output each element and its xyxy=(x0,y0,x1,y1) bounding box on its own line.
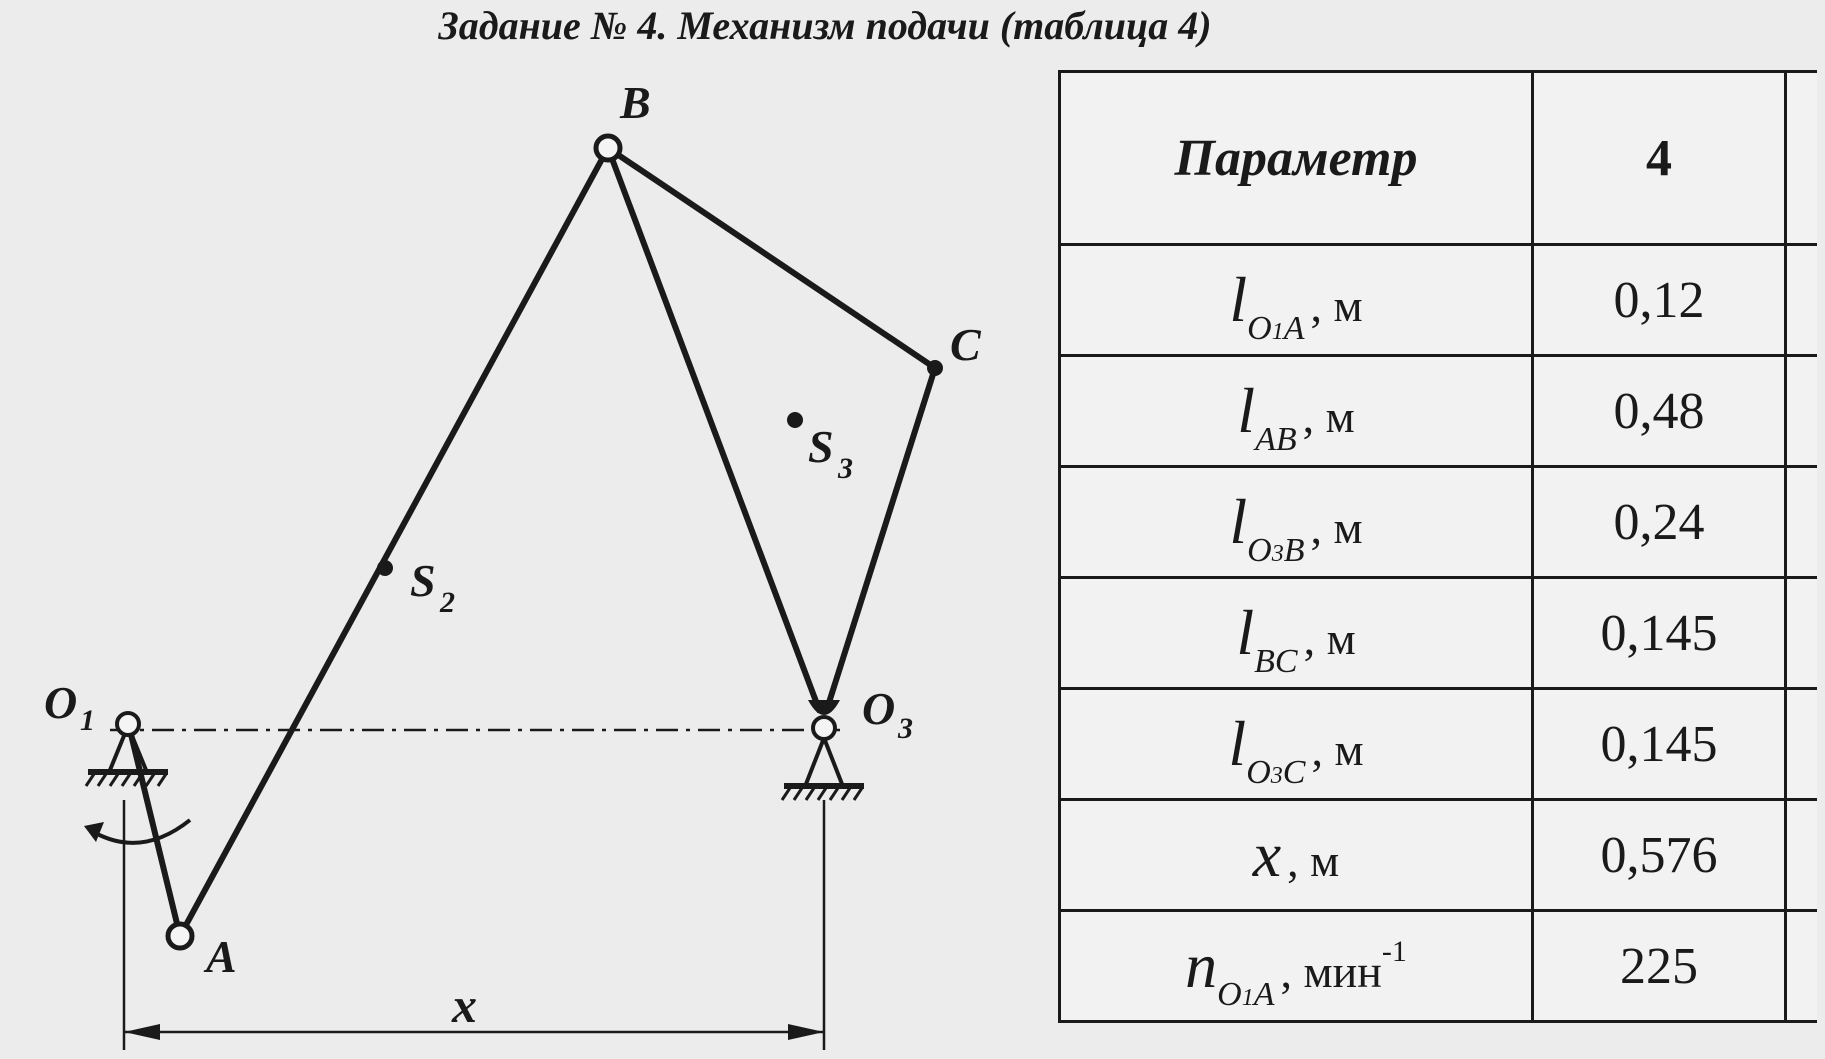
param-subscript: BC xyxy=(1254,643,1298,680)
value-cell: 0,145 xyxy=(1533,578,1786,689)
param-symbol: l xyxy=(1228,708,1247,779)
param-unit: , м xyxy=(1303,613,1356,664)
param-subscript-tail: A xyxy=(1283,310,1305,347)
label-A: A xyxy=(206,931,237,982)
param-symbol: n xyxy=(1185,930,1218,1001)
joint-A xyxy=(168,924,192,948)
point-S2 xyxy=(377,560,393,576)
param-subscript-index: 3 xyxy=(1271,541,1284,567)
param-cell xyxy=(1060,578,1533,689)
param-symbol: l xyxy=(1229,264,1248,335)
value-cell: 0,12 xyxy=(1533,245,1786,356)
param-cell xyxy=(1060,356,1533,467)
param-symbol: l xyxy=(1236,597,1255,668)
param-subscript: O xyxy=(1247,532,1272,569)
table-row xyxy=(1060,356,1818,467)
param-subscript-index: 1 xyxy=(1241,985,1254,1011)
header-parameter: Параметр xyxy=(1060,72,1533,245)
table-row xyxy=(1060,578,1818,689)
param-symbol: l xyxy=(1237,375,1256,446)
param-cell xyxy=(1060,245,1533,356)
label-B: B xyxy=(620,77,651,128)
param-cell xyxy=(1060,689,1533,800)
param-subscript: O xyxy=(1247,310,1272,347)
rotation-arrow-icon xyxy=(90,820,190,843)
link-BO3 xyxy=(608,148,820,712)
param-unit: , мин xyxy=(1280,946,1382,997)
param-symbol: l xyxy=(1229,486,1248,557)
support-O1 xyxy=(86,713,168,786)
value-cell: 0,24 xyxy=(1533,467,1786,578)
param-subscript: AB xyxy=(1255,421,1297,458)
label-C: C xyxy=(950,319,981,370)
value-cell: 225 xyxy=(1533,911,1786,1022)
param-unit: , м xyxy=(1302,391,1355,442)
param-unit: , м xyxy=(1310,280,1363,331)
value-cell: 0,576 xyxy=(1533,800,1786,911)
joint-B xyxy=(596,136,620,160)
page-title: Задание № 4. Механизм подачи (таблица 4) xyxy=(438,3,1212,48)
point-C xyxy=(927,360,943,376)
link-O1A xyxy=(128,722,180,936)
label-O3: O xyxy=(862,683,896,734)
link-CO3 xyxy=(826,368,935,712)
param-subscript-index: 1 xyxy=(1271,319,1284,345)
parameters-table xyxy=(1058,70,1817,1023)
support-O3 xyxy=(782,700,864,800)
link-BC xyxy=(608,148,935,368)
value-cell: 0,145 xyxy=(1533,689,1786,800)
header-variant: 4 xyxy=(1533,72,1786,245)
param-cell xyxy=(1060,467,1533,578)
param-subscript: O xyxy=(1217,976,1242,1013)
param-subscript-index: 3 xyxy=(1270,763,1283,789)
param-subscript-tail: C xyxy=(1282,754,1306,791)
param-subscript-tail: B xyxy=(1283,532,1305,569)
param-unit: , м xyxy=(1287,835,1340,886)
param-unit: , м xyxy=(1311,724,1364,775)
param-unit-exponent: -1 xyxy=(1381,935,1407,968)
point-S3 xyxy=(787,412,803,428)
param-cell xyxy=(1060,800,1533,911)
param-symbol: x xyxy=(1252,819,1282,890)
param-cell xyxy=(1060,911,1533,1022)
table-row xyxy=(1060,245,1818,356)
param-subscript-tail: A xyxy=(1253,976,1275,1013)
label-S3: S xyxy=(808,421,834,472)
label-S3-sub: 3 xyxy=(838,452,853,485)
label-S2: S xyxy=(410,555,436,606)
label-O1: O xyxy=(44,677,78,728)
value-cell: 0,48 xyxy=(1533,356,1786,467)
param-unit: , м xyxy=(1310,502,1363,553)
table-header-row xyxy=(1060,72,1818,245)
label-S2-sub: 2 xyxy=(440,586,455,619)
mechanism-diagram xyxy=(0,60,1040,1059)
label-x: x xyxy=(452,977,477,1033)
table-row xyxy=(1060,911,1818,1022)
table-row xyxy=(1060,467,1818,578)
table-row xyxy=(1060,689,1818,800)
param-subscript: O xyxy=(1246,754,1271,791)
link-AB xyxy=(180,148,608,936)
label-O3-sub: 3 xyxy=(898,712,913,745)
table-row xyxy=(1060,800,1818,911)
label-O1-sub: 1 xyxy=(80,704,95,737)
